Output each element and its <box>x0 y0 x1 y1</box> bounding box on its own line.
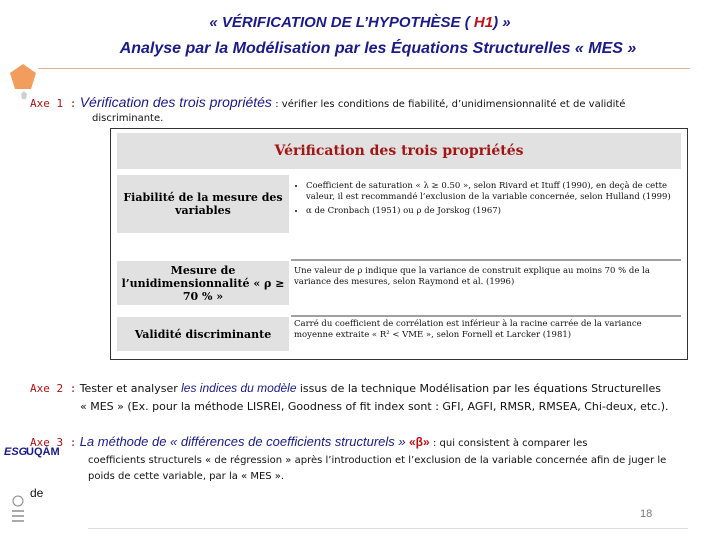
page-title <box>0 14 720 31</box>
table-title: Vérification des trois propriétés <box>117 133 681 169</box>
title-part: ) » <box>493 14 511 31</box>
axe2-highlight: les indices du modèle <box>181 381 297 395</box>
institution-seal-icon <box>10 492 26 532</box>
beta-symbol: «β» <box>408 435 430 449</box>
row-content-reliability <box>294 181 679 220</box>
row-label-reliability: Fiabilité de la mesure des variables <box>117 175 289 233</box>
axe2-label: Axe 2 : <box>30 382 77 395</box>
axe1-text-continued: discriminante. <box>92 113 164 124</box>
axe1-label: Axe 1 : <box>30 97 77 110</box>
row-content-unidimensionality: Une valeur de ρ indique que la variance de construit explique au moins 70 % de la variance des mesures, selon Raymond et al. (1996) <box>294 266 650 287</box>
small-pentagon-decoration-icon <box>20 90 28 100</box>
axe3-text-line3: poids de cette variable, par la « MES ». <box>88 471 285 482</box>
footer-rule <box>88 528 688 529</box>
axe1-title: Vérification des trois propriétés <box>79 94 272 110</box>
list-item: • Coefficient de saturation « λ ≥ 0.50 », selon Rivard et Ituff (1990), en deçà de cette valeur, il est recommandé l’exclusion de la variable concernée, selon Hulland (1999) <box>306 181 679 203</box>
row-divider <box>291 259 681 261</box>
axe1-line <box>30 94 625 110</box>
axe2-text: Tester et analyser <box>79 382 178 395</box>
pentagon-decoration-icon <box>8 62 38 92</box>
row-content-discriminant: Carré du coefficient de corrélation est inférieur à la racine carrée de la variance moyenne extraite « R² < VME », selon Fornell et Larcker (1981) <box>294 319 642 340</box>
axe3-label: Axe 3 : <box>30 436 77 449</box>
row-label-unidimensionality: Mesure de l’unidimensionnalité « ρ ≥ 70 % » <box>117 261 289 305</box>
axe3-text: : qui consistent à comparer les <box>432 438 588 449</box>
page-number: 18 <box>640 508 653 520</box>
esg-logo: ESG <box>4 446 28 458</box>
axe2-line <box>30 381 661 395</box>
header-rule <box>38 68 690 69</box>
axe3-title: La méthode de « différences de coefficients structurels » <box>79 434 406 449</box>
uqam-logo: UQÀM <box>26 446 60 458</box>
axe3-line <box>30 434 587 449</box>
axe2-text-continued: « MES » (Ex. pour la méthode LISREl, Goodness of fit index sont : GFI, AGFI, RMSR, RMSEA, Chi-deux, etc.). <box>80 400 669 413</box>
row-label-discriminant: Validité discriminante <box>117 317 289 351</box>
fragment-text: de <box>30 486 44 500</box>
properties-table <box>110 128 688 360</box>
title-part: « VÉRIFICATION DE L’HYPOTHÈSE ( <box>209 14 474 31</box>
axe2-text: issus de la technique Modélisation par les équations Structurelles <box>299 382 661 395</box>
axe1-text: : vérifier les conditions de fiabilité, d’unidimensionnalité et de validité <box>275 99 626 110</box>
axe3-text-line2: coefficients structurels « de régression » après l’introduction et l’exclusion de la variable concernée afin de juger le <box>88 455 667 466</box>
page-subtitle: Analyse par la Modélisation par les Équations Structurelles « MES » <box>119 40 637 57</box>
list-item: • α de Cronbach (1951) ou ρ de Jorskog (1967) <box>306 206 679 217</box>
hypothesis-code: H1 <box>473 14 494 31</box>
row-divider <box>291 315 681 317</box>
